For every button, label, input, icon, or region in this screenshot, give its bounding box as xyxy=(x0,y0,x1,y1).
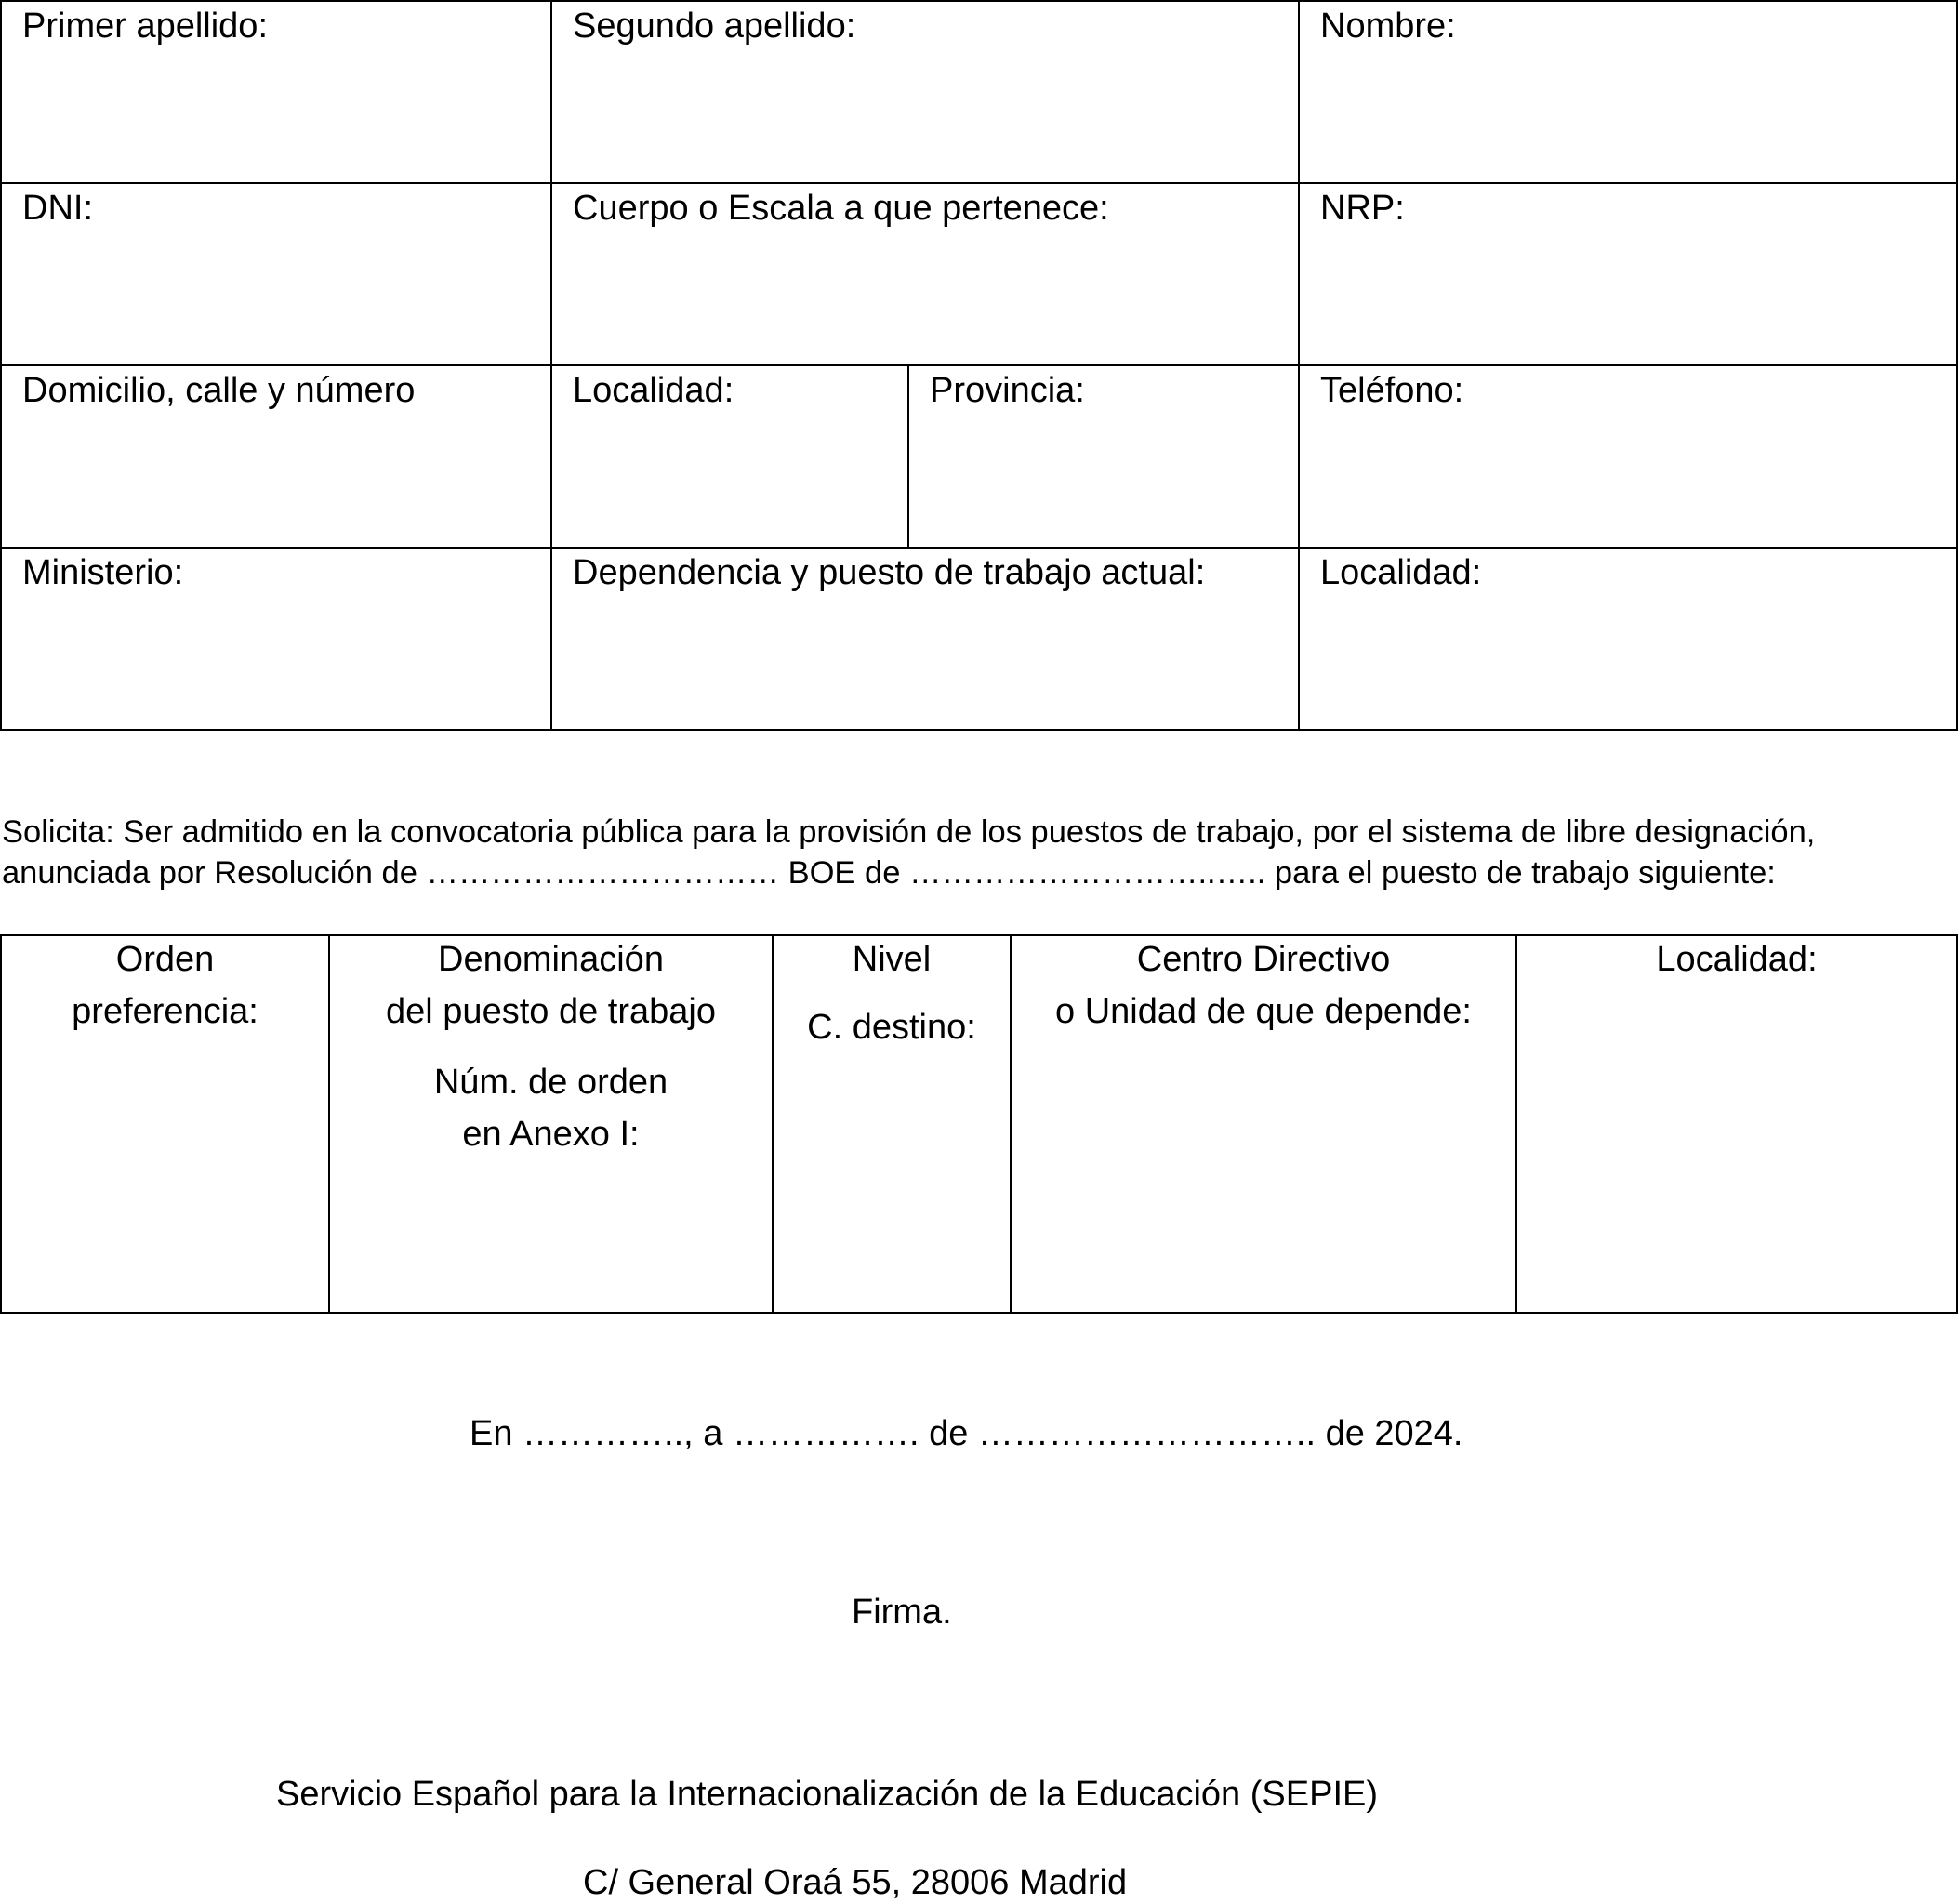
header-c-destino: C. destino: xyxy=(807,1008,976,1047)
header-en-anexo: en Anexo I: xyxy=(462,1115,640,1154)
header-centro-directivo: Centro Directivo xyxy=(1136,940,1391,979)
header-orden: Orden xyxy=(115,940,215,979)
label-segundo-apellido: Segundo apellido: xyxy=(573,7,856,46)
header-unidad: o Unidad de que depende: xyxy=(1055,992,1472,1031)
solicita-line-1: Solicita: Ser admitido en la convocatoria pública para la provisión de los puestos de trabajo, por el sistema de libre designación, xyxy=(2,814,1816,850)
field-nivel[interactable] xyxy=(774,936,1010,1312)
label-nombre: Nombre: xyxy=(1320,7,1456,46)
organismo-name: Servicio Español para la Internacionalización de la Educación (SEPIE) xyxy=(276,1775,1378,1814)
label-domicilio: Domicilio, calle y número xyxy=(22,371,416,410)
fecha-line: En ………….., a ……………. de ……………………….. de 2024. xyxy=(470,1414,1463,1453)
label-nrp: NRP: xyxy=(1320,189,1405,228)
label-cuerpo-escala: Cuerpo o Escala a que pertenece: xyxy=(573,189,1109,228)
header-localidad: Localidad: xyxy=(1656,940,1818,979)
direccion: C/ General Oraá 55, 28006 Madrid xyxy=(583,1863,1128,1902)
header-del-puesto: del puesto de trabajo xyxy=(386,992,716,1031)
label-localidad-trabajo: Localidad: xyxy=(1320,553,1482,592)
label-localidad-domicilio: Localidad: xyxy=(573,371,734,410)
header-denominacion: Denominación xyxy=(438,940,664,979)
header-num-orden: Núm. de orden xyxy=(433,1063,668,1102)
label-primer-apellido: Primer apellido: xyxy=(22,7,268,46)
label-provincia: Provincia: xyxy=(930,371,1085,410)
table-border xyxy=(0,1312,1958,1314)
firma-label: Firma. xyxy=(852,1593,952,1632)
solicita-line-2: anunciada por Resolución de …………………………… BOE de ………………………..….. para el puesto de trabajo siguiente: xyxy=(2,855,1776,891)
label-ministerio: Ministerio: xyxy=(22,553,184,592)
label-dependencia: Dependencia y puesto de trabajo actual: xyxy=(573,553,1206,592)
field-localidad-puesto[interactable] xyxy=(1517,936,1956,1312)
table-border xyxy=(0,729,1958,731)
label-dni: DNI: xyxy=(22,189,93,228)
label-telefono: Teléfono: xyxy=(1320,371,1464,410)
header-preferencia: preferencia: xyxy=(72,992,258,1031)
header-nivel: Nivel xyxy=(852,940,932,979)
